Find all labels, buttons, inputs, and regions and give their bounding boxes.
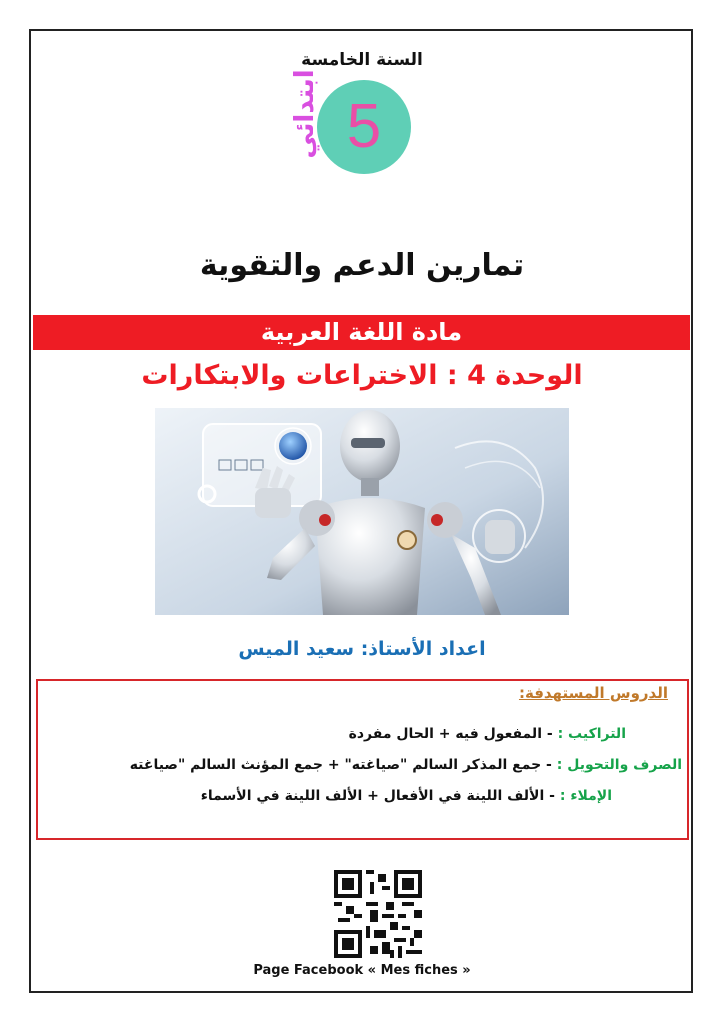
qr-code bbox=[334, 870, 422, 958]
grade-number: 5 bbox=[346, 92, 382, 161]
lesson-text: - جمع المذكر السالم "صياغته" + جمع المؤنث السالم "صياغته bbox=[129, 757, 552, 773]
lesson-row bbox=[201, 788, 612, 804]
unit-title: الوحدة 4 : الاختراعات والابتكارات bbox=[141, 360, 583, 391]
lesson-row bbox=[349, 726, 626, 742]
grade-badge bbox=[317, 80, 411, 174]
page-title: تمارين الدعم والتقوية bbox=[199, 248, 525, 283]
lesson-label: الصرف والتحويل : bbox=[556, 757, 682, 773]
lesson-text: - المفعول فيه + الحال مفردة bbox=[348, 726, 553, 742]
lesson-text: - الألف اللينة في الأفعال + الألف اللينة في الأسماء bbox=[200, 788, 555, 804]
year-label: السنة الخامسة bbox=[301, 50, 423, 70]
lesson-label: التراكيب : bbox=[557, 726, 626, 742]
robot-illustration bbox=[155, 408, 569, 615]
subject-banner: مادة اللغة العربية bbox=[33, 315, 690, 350]
grade-level: ابتدائي bbox=[290, 69, 320, 159]
lessons-heading: الدروس المستهدفة: bbox=[518, 684, 668, 702]
lesson-label: الإملاء : bbox=[559, 788, 612, 804]
lesson-row bbox=[130, 757, 682, 773]
facebook-page-label: Page Facebook « Mes fiches » bbox=[253, 963, 471, 978]
author-credit: اعداد الأستاذ: سعيد الميس bbox=[238, 638, 486, 660]
